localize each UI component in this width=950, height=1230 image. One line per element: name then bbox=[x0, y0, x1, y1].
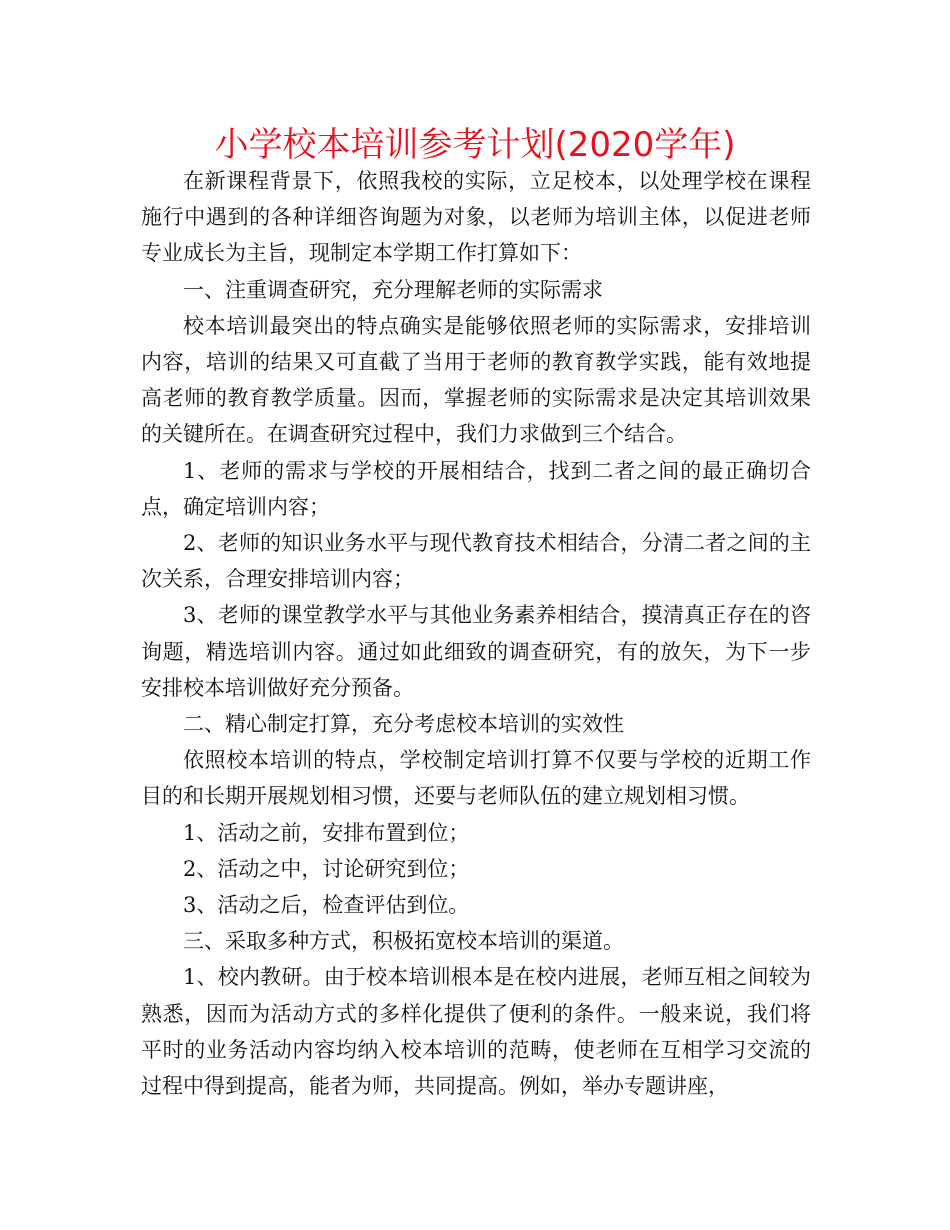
heading-section-2: 二、精心制定打算，充分考虑校本培训的实效性 bbox=[183, 712, 624, 737]
list-item-2-2: 2、活动之中，讨论研究到位； bbox=[183, 856, 470, 881]
list-item-2-3: 3、活动之后，检查评估到位。 bbox=[183, 893, 470, 918]
list-item-3-1: 1、校内教研。由于校本培训根本是在校内进展，老师互相之间较为熟悉，因而为活动方式的多样化提供了便利的条件。一般来说，我们将平时的业务活动内容均纳入校本培训的范畴，使老师在互相学习交流的过程中得到提高，能者为师，共同提高。例如，举办专题讲座， bbox=[141, 965, 811, 1099]
paragraph-section-1: 校本培训最突出的特点确实是能够依照老师的实际需求，安排培训内容，培训的结果又可直截了当用于老师的教育教学实践，能有效地提高老师的教育教学质量。因而，掌握老师的实际需求是决定其培训效果的关键所在。在调查研究过程中，我们力求做到三个结合。 bbox=[141, 313, 811, 447]
list-item-2-1: 1、活动之前，安排布置到位； bbox=[183, 820, 470, 845]
document-title: 小学校本培训参考计划(2020学年) bbox=[214, 125, 736, 165]
list-item-1-3: 3、老师的课堂教学水平与其他业务素养相结合，摸清真正存在的咨询题，精选培训内容。通过如此细致的调查研究，有的放矢，为下一步安排校本培训做好充分预备。 bbox=[141, 603, 811, 700]
heading-section-1: 一、注重调查研究，充分理解老师的实际需求 bbox=[183, 277, 603, 302]
heading-section-3: 三、采取多种方式，积极拓宽校本培训的渠道。 bbox=[183, 929, 624, 954]
list-item-1-2: 2、老师的知识业务水平与现代教育技术相结合，分清二者之间的主次关系，合理安排培训内容； bbox=[141, 531, 811, 592]
document-body bbox=[141, 163, 811, 1104]
paragraph-intro: 在新课程背景下，依照我校的实际，立足校本，以处理学校在课程施行中遇到的各种详细咨询题为对象，以老师为培训主体，以促进老师专业成长为主旨，现制定本学期工作打算如下： bbox=[141, 169, 811, 266]
list-item-1-1: 1、老师的需求与学校的开展相结合，找到二者之间的最正确切合点，确定培训内容； bbox=[141, 458, 811, 519]
paragraph-section-2: 依照校本培训的特点，学校制定培训打算不仅要与学校的近期工作目的和长期开展规划相习惯，还要与老师队伍的建立规划相习惯。 bbox=[141, 748, 811, 809]
